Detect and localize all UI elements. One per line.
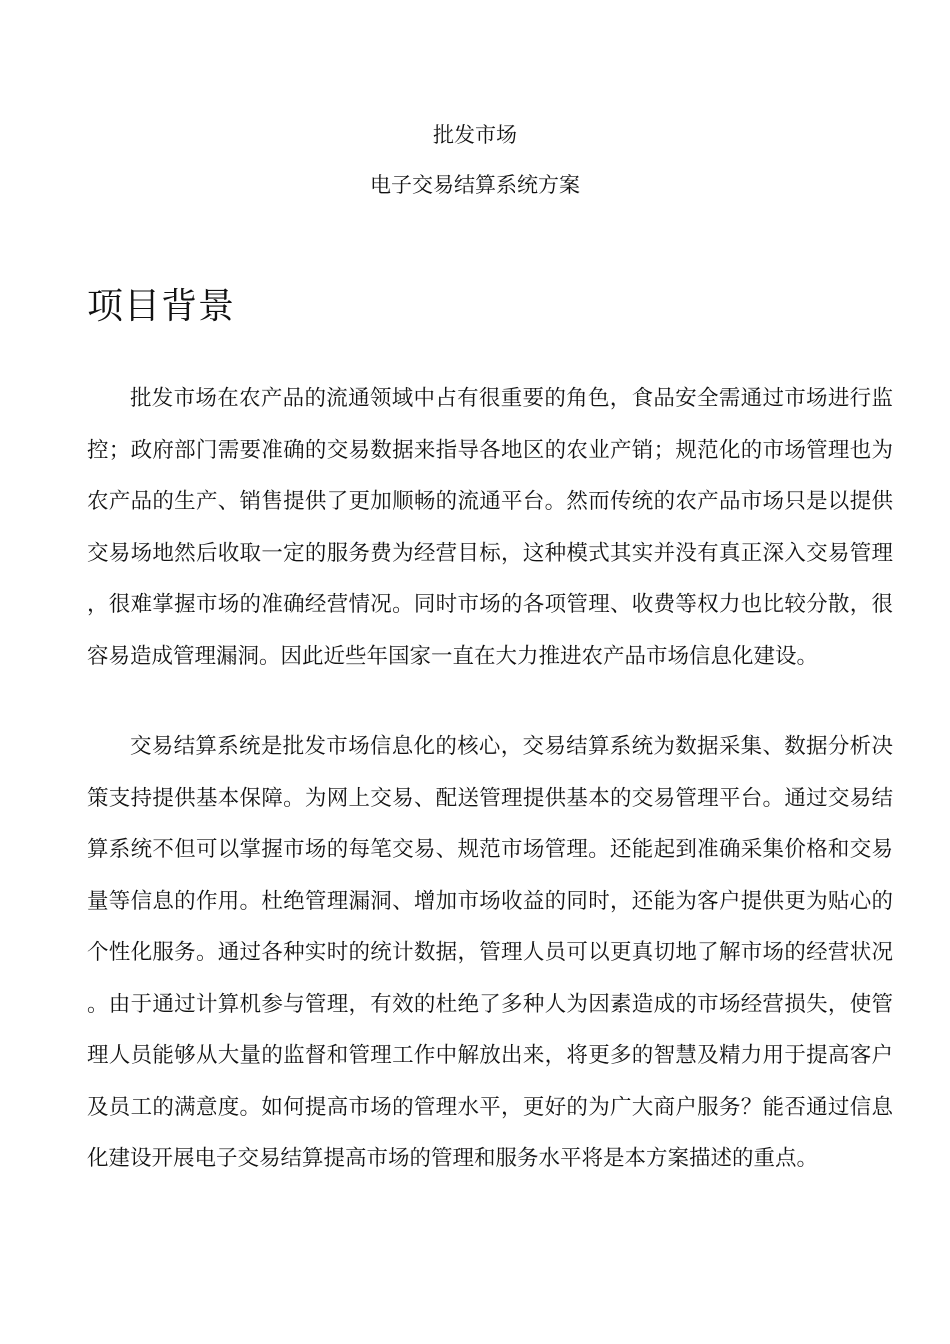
document-title-line-1: 批发市场 — [433, 123, 517, 147]
section-heading: 项目背景 — [87, 286, 236, 327]
body-paragraph-2: 交易结算系统是批发市场信息化的核心，交易结算系统为数据采集、数据分析决策支持提供基本保障。为网上交易、配送管理提供基本的交易管理平台。通过交易结算系统不但可以掌握市场的每笔交易、规范市场管理。还能起到准确采集价格和交易量等信息的作用。杜绝管理漏洞、增加市场收益的同时，还能为客户提供更为贴心的个性化服务。通过各种实时的统计数据，管理人员可以更真切地了解市场的经营状况。由于通过计算机参与管理，有效的杜绝了多种人为因素造成的市场经营损失，使管理人员能够从大量的监督和管理工作中解放出来，将更多的智慧及精力用于提高客户及员工的满意度。如何提高市场的管理水平，更好的为广大商户服务？能否通过信息化建设开展电子交易结算提高市场的管理和服务水平将是本方案描述的重点。 — [87, 734, 893, 1171]
body-paragraph-1: 批发市场在农产品的流通领域中占有很重要的角色，食品安全需通过市场进行监控；政府部门需要准确的交易数据来指导各地区的农业产销；规范化的市场管理也为农产品的生产、销售提供了更加顺畅的流通平台。然而传统的农产品市场只是以提供交易场地然后收取一定的服务费为经营目标，这种模式其实并没有真正深入交易管理，很难掌握市场的准确经营情况。同时市场的各项管理、收费等权力也比较分散，很容易造成管理漏洞。因此近些年国家一直在大力推进农产品市场信息化建设。 — [87, 386, 893, 669]
document-title-line-2: 电子交易结算系统方案 — [370, 173, 580, 197]
